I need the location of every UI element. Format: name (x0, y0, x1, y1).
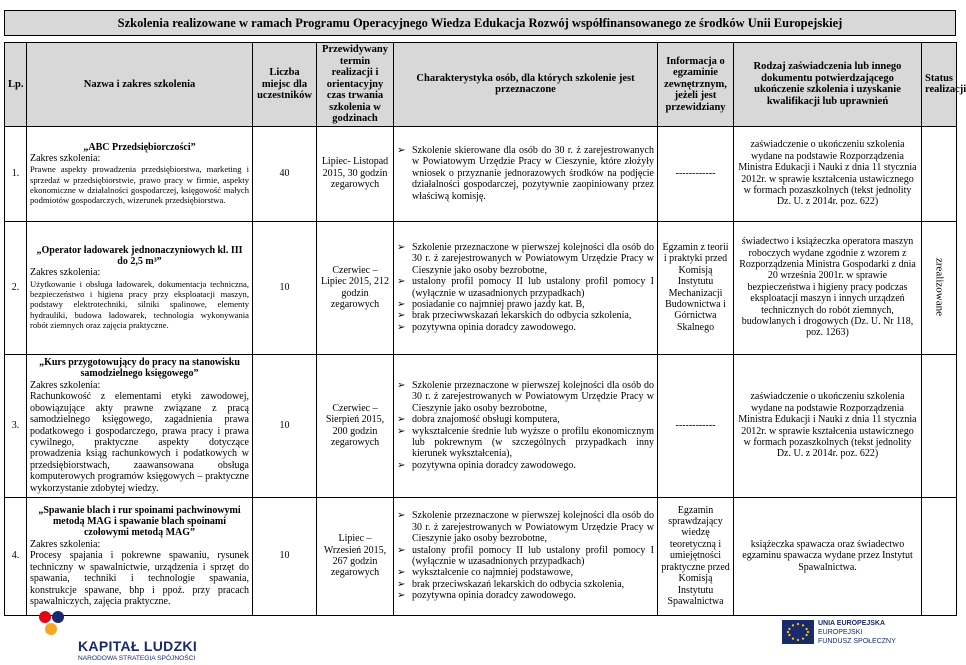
status-cell (922, 221, 957, 354)
arrow-bullet-icon: ➢ (397, 590, 406, 602)
header-count: Liczba miejsc dla uczestników (253, 43, 317, 127)
target-list (397, 380, 654, 471)
scope-label: Zakres szkolenia: (30, 152, 101, 164)
eu-title: UNIA EUROPEJSKA (818, 620, 886, 627)
course-cell (27, 126, 253, 221)
row-number: 4. (5, 497, 27, 615)
course-term: Lipiec- Listopad 2015, 30 godzin zegarowych (317, 126, 394, 221)
target-cell (394, 126, 658, 221)
target-cell (394, 354, 658, 497)
kapital-ludzki-subtitle: NARODOWA STRATEGIA SPÓJNOŚCI (78, 655, 196, 662)
arrow-bullet-icon: ➢ (397, 414, 406, 426)
header-cert: Rodzaj zaświadczenia lub innego dokumentu potwierdzającego ukończenie szkolenia i uzyskanie kwalifikacji lub uprawnień (734, 43, 922, 127)
eu-fund-line2: FUNDUSZ SPOŁECZNY (818, 638, 896, 645)
footer (0, 600, 960, 665)
seat-count: 10 (253, 497, 317, 615)
scope-label: Zakres szkolenia: (30, 538, 101, 550)
course-term: Czerwiec – Lipiec 2015, 212 godzin zegarowych (317, 221, 394, 354)
course-cell (27, 221, 253, 354)
table-header-row (5, 43, 957, 127)
status-cell (922, 126, 957, 221)
eu-logo (782, 612, 942, 660)
list-item: ➢ posiadanie co najmniej prawo jazdy kat. B, (397, 298, 585, 310)
kapital-ludzki-title: KAPITAŁ LUDZKI (78, 638, 198, 654)
course-scope: Użytkowanie i obsługa ładowarek, dokumentacja techniczna, bezpieczeństwo i higiena pracy przy eksploatacji maszyn, podstawy elektrotechniki, silniki spalinowe, elementy hydrauliki, budowa ładowarek, technologia wykonywania robót ziemnych oraz zajęcia praktyczne. (30, 278, 249, 331)
target-list (397, 145, 654, 202)
header-term: Przewidywany termin realizacji i orientacyjny czas trwania szkolenia w godzinach (317, 43, 394, 127)
arrow-bullet-icon: ➢ (397, 425, 406, 437)
table-row (5, 126, 957, 221)
target-list (397, 242, 654, 333)
status-cell (922, 497, 957, 615)
eu-flag-icon (782, 620, 814, 644)
course-name: „Spawanie blach i rur spoinami pachwinowymi metodą MAG i spawanie blach spoinami czołowymi metodą MAG” (38, 504, 241, 539)
row-number: 1. (5, 126, 27, 221)
arrow-bullet-icon: ➢ (397, 276, 406, 288)
course-name: „Operator ładowarek jednonaczyniowych kl. III do 2,5 m³” (36, 244, 243, 268)
arrow-bullet-icon: ➢ (397, 510, 406, 522)
exam-info: ------------ (658, 126, 734, 221)
arrow-bullet-icon: ➢ (397, 321, 406, 333)
table-row (5, 354, 957, 497)
arrow-bullet-icon: ➢ (397, 544, 406, 556)
exam-info: Egzamin z teorii i praktyki przed Komisją Instytutu Mechanizacji Budownictwa i Górnictwa Skalnego (658, 221, 734, 354)
course-cell (27, 497, 253, 615)
kapital-ludzki-logo (34, 608, 204, 660)
arrow-bullet-icon: ➢ (397, 298, 406, 310)
arrow-bullet-icon: ➢ (397, 379, 406, 391)
list-item: ➢ pozytywna opinia doradcy zawodowego. (397, 590, 576, 602)
list-item: ➢ brak przeciwskazań lekarskich do odbycia szkolenia, (397, 578, 625, 590)
header-name: Nazwa i zakres szkolenia (27, 43, 253, 127)
list-item: ➢ wykształcenie średnie lub wyższe o profilu ekonomicznym lub pokrewnym (w szczególnych przypadkach inny kierunek wykształcenia), (397, 425, 654, 460)
list-item: ➢ Szkolenie skierowane dla osób do 30 r. ż zarejestrowanych w Powiatowym Urzędzie Pracy w Cieszynie, które złożyły wniosek o przyznanie jednorazowych środków na podjęcie działalności gospodarczej, pozytywnie zaopiniowany przez właściwą komisję. (397, 144, 654, 202)
target-cell (394, 497, 658, 615)
eu-fund-line1: EUROPEJSKI (818, 629, 863, 636)
certificate-info: zaświadczenie o ukończeniu szkolenia wydane na podstawie Rozporządzenia Ministra Edukacji i Nauki z dnia 11 stycznia 2012r. w sprawie kształcenia ustawicznego w formach pozaszkolnych (tekst jednolity Dz. U. z 2014r. poz. 622) (734, 126, 922, 221)
course-scope: Prawne aspekty prowadzenia przedsiębiorstwa, marketing i sprzedaż w przedsiębiorstwie, prawo pracy w firmie, aspekty ekonomiczne w działalności gospodarczej, księgowość małych podmiotów gospodarczych, wizerunek przedsiębiorstwa. (30, 164, 249, 206)
header-target: Charakterystyka osób, dla których szkolenie jest przeznaczone (394, 43, 658, 127)
target-list (397, 510, 654, 601)
status-text: zrealizowane (933, 258, 946, 317)
list-item: ➢ Szkolenie przeznaczone w pierwszej kolejności dla osób do 30 r. ż zarejestrowanych w Powiatowym Urzędzie Pracy w Cieszynie jako osoby bezrobotne, (397, 241, 654, 276)
list-item: ➢ ustalony profil pomocy II lub ustalony profil pomocy I (wyłącznie w uzasadnionych przypadkach) (397, 276, 654, 299)
header-exam: Informacja o egzaminie zewnętrznym, jeżeli jest przewidziany (658, 43, 734, 127)
seat-count: 10 (253, 221, 317, 354)
course-name: „ABC Przedsiębiorczości” (83, 141, 196, 153)
document-title: Szkolenia realizowane w ramach Programu Operacyjnego Wiedza Edukacja Rozwój współfinansowanego ze środków Unii Europejskiej (4, 10, 956, 36)
course-scope: Procesy spajania i pokrewne spawaniu, rysunek techniczny w spawalnictwie, urządzenia i sprzęt do spawania, techniki i technologie spawania, konstrukcje spawane, bhp i ppoż. przy pracach spawalniczych, zajęcia praktyczne. (30, 550, 249, 607)
course-cell (27, 354, 253, 497)
list-item: ➢ ustalony profil pomocy II lub ustalony profil pomocy I (wyłącznie w uzasadnionych przypadkach) (397, 544, 654, 567)
list-item: ➢ pozytywna opinia doradcy zawodowego. (397, 459, 576, 471)
seat-count: 10 (253, 354, 317, 497)
course-term: Lipiec – Wrzesień 2015, 267 godzin zegarowych (317, 497, 394, 615)
status-cell (922, 354, 957, 497)
training-table (4, 42, 966, 616)
header-status: Status realizacji (922, 43, 957, 127)
course-term: Czerwiec – Sierpień 2015, 200 godzin zegarowych (317, 354, 394, 497)
certificate-info: świadectwo i książeczka operatora maszyn roboczych wydane zgodnie z wzorem z Rozporządzenia Ministra Gospodarki z dnia 20 września 2001r. w sprawie bezpieczeństwa i higieny pracy podczas eksploatacji maszyn i innych urządzeń technicznych do robót ziemnych, budowlanych i drogowych (Dz. U. Nr 118, poz. 1263) (734, 221, 922, 354)
certificate-info: zaświadczenie o ukończeniu szkolenia wydane na podstawie Rozporządzenia Ministra Edukacji i Nauki z dnia 11 stycznia 2012r. w sprawie kształcenia ustawicznego w formach pozaszkolnych (tekst jednolity Dz. U. z 2014r. poz. 622) (734, 354, 922, 497)
arrow-bullet-icon: ➢ (397, 459, 406, 471)
seat-count: 40 (253, 126, 317, 221)
kapital-ludzki-emblem-icon (36, 608, 76, 638)
list-item: ➢ Szkolenie przeznaczone w pierwszej kolejności dla osób do 30 r. ż zarejestrowanych w Powiatowym Urzędzie Pracy w Cieszynie jako osoby bezrobotne, (397, 510, 654, 545)
list-item: ➢ pozytywna opinia doradcy zawodowego. (397, 321, 576, 333)
certificate-info: książeczka spawacza oraz świadectwo egzaminu spawacza wydane przez Instytut Spawalnictwa. (734, 497, 922, 615)
course-scope: Rachunkowość z elementami etyki zawodowej, obowiązujące akty prawne związane z pracą samodzielnego księgowego, zagadnienia prawa podatkowego i gospodarczego, prawa pracy i prawa cywilnego, praktyczne aspekty dotyczące prowadzenia ksiąg rachunkowych i podatkowych w przedsiębiorstwach, zaawansowana obsługa komputerowych programów księgowych – praktyczne wykorzystanie zdobytej wiedzy. (30, 391, 249, 494)
arrow-bullet-icon: ➢ (397, 310, 406, 322)
header-lp: Lp. (5, 43, 27, 127)
list-item: ➢ brak przeciwwskazań lekarskich do odbycia szkolenia, (397, 310, 632, 322)
scope-label: Zakres szkolenia: (30, 379, 101, 391)
table-row (5, 497, 957, 615)
exam-info: Egzamin sprawdzający wiedzę teoretyczną i umiejętności praktyczne przed Komisją Instytutu Spawalnictwa (658, 497, 734, 615)
list-item: ➢ dobra znajomość obsługi komputera, (397, 414, 560, 426)
row-number: 2. (5, 221, 27, 354)
arrow-bullet-icon: ➢ (397, 578, 406, 590)
list-item: ➢ wykształcenie co najmniej podstawowe, (397, 567, 574, 579)
arrow-bullet-icon: ➢ (397, 241, 406, 253)
course-name: „Kurs przygotowujący do pracy na stanowisku samodzielnego księgowego” (39, 357, 240, 380)
scope-label: Zakres szkolenia: (30, 267, 101, 279)
target-cell (394, 221, 658, 354)
list-item: ➢ Szkolenie przeznaczone w pierwszej kolejności dla osób do 30 r. ż zarejestrowanych w Powiatowym Urzędzie Pracy w Cieszynie jako osoby bezrobotne, (397, 379, 654, 414)
exam-info: ------------ (658, 354, 734, 497)
arrow-bullet-icon: ➢ (397, 567, 406, 579)
row-number: 3. (5, 354, 27, 497)
table-row (5, 221, 957, 354)
arrow-bullet-icon: ➢ (397, 144, 406, 156)
